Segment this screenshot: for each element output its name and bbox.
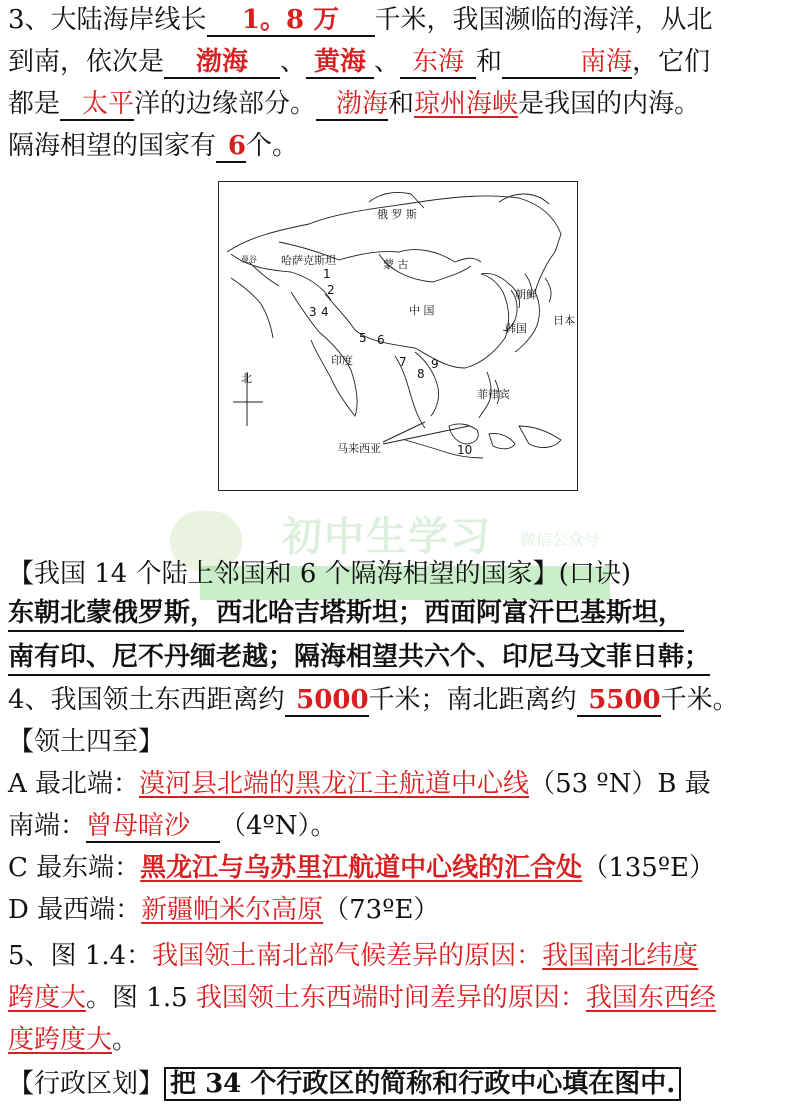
map-label-north-korea: 朝鲜	[515, 288, 537, 301]
q5-answer-2: 我国东西经	[585, 983, 716, 1013]
map-number: 6	[377, 333, 385, 347]
q4-text: 千米；南北距离约	[368, 685, 577, 715]
asia-map	[218, 181, 578, 491]
extremes-title: 【领土四至】	[8, 727, 165, 757]
mnemonic-line-2: 南有印、尼不丹缅老越；隔海相望共六个、印尼马文菲日韩；	[8, 640, 710, 676]
map-number: 9	[431, 357, 439, 371]
ocean-answer: 太平	[60, 89, 134, 121]
map-label-india: 印度	[331, 354, 353, 367]
map-number: 2	[327, 283, 335, 297]
q5-reason-label-2: 我国领土东西端时间差异的原因：	[195, 983, 586, 1013]
q3-text: 到南，依次是	[8, 47, 165, 77]
extreme-north-answer: 漠河县北端的黑龙江主航道中心线	[139, 769, 530, 799]
coastline-answer: 1。8 万	[207, 5, 375, 37]
sea-answer-2: 黄海	[306, 47, 374, 79]
map-label-philippines: 菲律宾	[477, 388, 510, 401]
q5-answer-2-cont: 度跨度大	[8, 1025, 113, 1055]
q3-line1	[8, 2, 713, 38]
q3-line3	[8, 86, 700, 122]
q5-line1	[8, 938, 698, 974]
east-west-distance-answer: 5000	[285, 685, 369, 717]
q5-text: 。图 1.5	[86, 983, 196, 1013]
extreme-west-answer: 新疆帕米尔高原	[141, 895, 324, 925]
q3-text: 是我国的内海。	[518, 89, 701, 119]
q3-text: 和	[476, 47, 503, 77]
watermark-title: 初中生学习	[282, 513, 492, 560]
extreme-east-line	[8, 850, 715, 886]
extreme-east-answer: 黑龙江与乌苏里江航道中心线的汇合处	[140, 853, 583, 883]
sea-answer-3: 东海	[400, 47, 476, 79]
map-label-malaysia: 马来西亚	[337, 442, 381, 455]
map-label-mongolia: 蒙 古	[383, 258, 409, 271]
q4-text: 千米。	[660, 685, 739, 715]
admin-line	[8, 1066, 681, 1102]
extreme-coord: （73ºE）	[323, 895, 440, 925]
admin-title: 【行政区划】	[8, 1069, 165, 1099]
q3-text: ，它们	[632, 47, 711, 77]
map-label-small: 曼谷	[241, 255, 257, 264]
q3-line2	[8, 44, 710, 80]
asia-map-drawing	[219, 182, 577, 490]
q3-text: 千米，我国濒临的海洋，从北	[374, 5, 713, 35]
extreme-south-line	[8, 808, 337, 844]
neighbor-count-answer: 6	[216, 131, 246, 163]
extreme-label: 南端：	[8, 811, 87, 841]
extreme-coord: （53 ºN）B 最	[529, 769, 711, 799]
q5-line2	[8, 980, 716, 1016]
inner-sea-answer-2: 琼州海峡	[414, 89, 519, 119]
mnemonic-line-1: 东朝北蒙俄罗斯，西北哈吉塔斯坦；西面阿富汗巴基斯坦，	[8, 596, 684, 632]
q5-answer-1-cont: 跨度大	[8, 983, 87, 1013]
extreme-south-answer: 曾母暗沙	[86, 811, 220, 843]
q3-text: 洋的边缘部分。	[134, 89, 317, 119]
map-number: 1	[323, 267, 331, 281]
watermark-subtitle: 微信公众号	[520, 530, 601, 549]
q3-text: 隔海相望的国家有	[8, 131, 217, 161]
map-number: 7	[399, 355, 407, 369]
extreme-label: D 最西端：	[8, 895, 142, 925]
map-label-russia: 俄 罗 斯	[377, 208, 417, 221]
sea-answer-4: 南海	[502, 47, 632, 79]
north-south-distance-answer: 5500	[577, 685, 661, 717]
q3-text: 、	[280, 47, 307, 77]
extreme-label: A 最北端：	[8, 769, 140, 799]
q4-text: 4、我国领土东西距离约	[8, 685, 285, 715]
map-number: 10	[457, 443, 473, 457]
extreme-west-line	[8, 892, 439, 928]
q3-text: 个。	[246, 131, 299, 161]
sea-answer-1: 渤海	[164, 47, 280, 79]
map-number: 8	[417, 367, 425, 381]
admin-task: 把 34 个行政区的简称和行政中心填在图中.	[164, 1067, 681, 1101]
q5-answer-1: 我国南北纬度	[542, 941, 699, 971]
q3-text: 都是	[8, 89, 61, 119]
q5-text: 5、图 1.4：	[8, 941, 153, 971]
q3-text: 和	[388, 89, 415, 119]
map-number: 5	[359, 331, 367, 345]
map-label-japan: 日本	[553, 314, 575, 327]
map-label-kazakhstan: 哈萨克斯坦	[281, 254, 336, 267]
q5-text: 。	[112, 1025, 139, 1055]
extreme-coord: （4ºN）。	[220, 811, 337, 841]
q5-line3	[8, 1022, 138, 1058]
map-number: 3	[309, 305, 317, 319]
inner-sea-answer-1: 渤海	[316, 89, 388, 121]
q5-reason-label-1: 我国领土南北部气候差异的原因：	[152, 941, 543, 971]
q3-line4	[8, 128, 298, 164]
map-label-north: 北	[241, 372, 252, 385]
extreme-north-line	[8, 766, 711, 802]
map-label-south-korea: 韩国	[505, 322, 527, 335]
q3-text: 、	[374, 47, 401, 77]
extreme-label: C 最东端：	[8, 853, 141, 883]
map-number: 4	[321, 305, 329, 319]
q3-text: 3、大陆海岸线长	[8, 5, 207, 35]
map-label-china: 中 国	[409, 304, 435, 317]
q4-line	[8, 682, 739, 718]
mnemonic-title: 【我国 14 个陆上邻国和 6 个隔海相望的国家】(口诀)	[8, 559, 631, 589]
extreme-coord: （135ºE）	[582, 853, 716, 883]
